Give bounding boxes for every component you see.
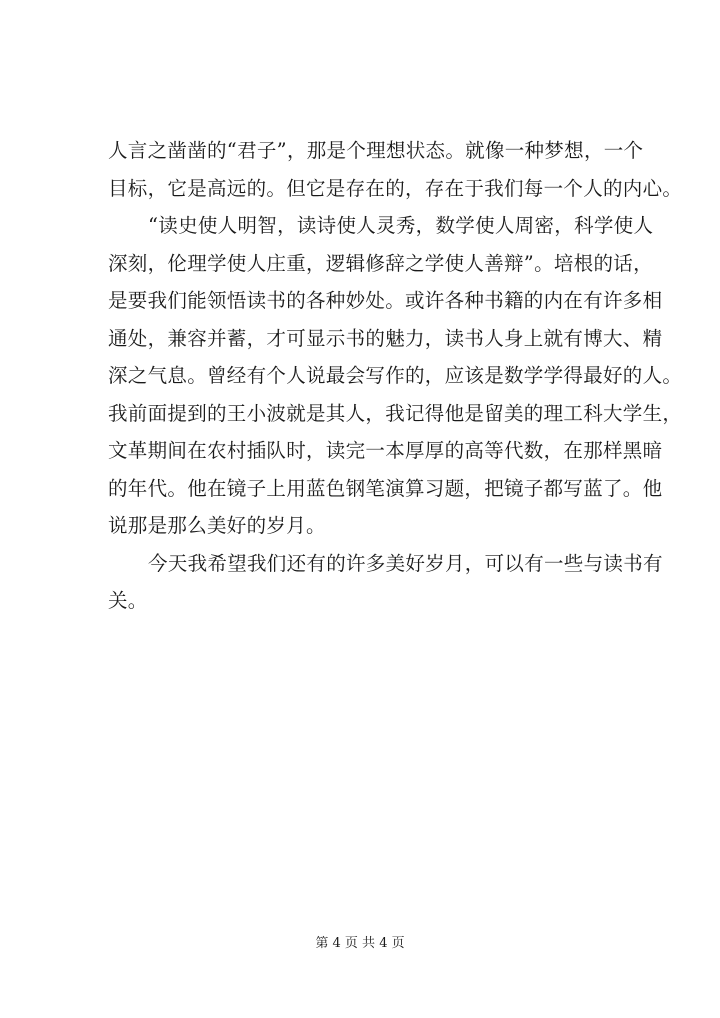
text-line: 目标，它是高远的。但它是存在的，存在于我们每一个人的内心。 — [108, 176, 683, 200]
page-number-footer: 第 4 页 共 4 页 — [315, 936, 405, 951]
body-text — [108, 132, 683, 620]
text-line: 的年代。他在镜子上用蓝色钢笔演算习题，把镜子都写蓝了。他 — [108, 476, 663, 500]
text-line: 文革期间在农村插队时，读完一本厚厚的高等代数，在那样黑暗 — [108, 439, 663, 462]
text-line: 是要我们能领悟读书的各种妙处。或许各种书籍的内在有许多相 — [108, 289, 663, 312]
text-line: “读史使人明智，读诗使人灵秀，数学使人周密，科学使人 — [148, 214, 654, 237]
text-line: 我前面提到的王小波就是其人，我记得他是留美的理工科大学生， — [108, 401, 683, 425]
text-line: 深之气息。曾经有个人说最会写作的，应该是数学学得最好的人。 — [108, 364, 683, 387]
text-line: 通处，兼容并蓄，才可显示书的魅力，读书人身上就有博大、精 — [108, 326, 663, 350]
text-line: 说那是那么美好的岁月。 — [108, 514, 326, 537]
text-line: 人言之凿凿的“君子”，那是个理想状态。就像一种梦想，一个 — [108, 139, 644, 162]
text-line: 关。 — [108, 589, 148, 612]
text-line: 深刻，伦理学使人庄重，逻辑修辞之学使人善辩”。培根的话， — [108, 251, 653, 275]
text-line: 今天我希望我们还有的许多美好岁月，可以有一些与读书有 — [148, 551, 663, 575]
